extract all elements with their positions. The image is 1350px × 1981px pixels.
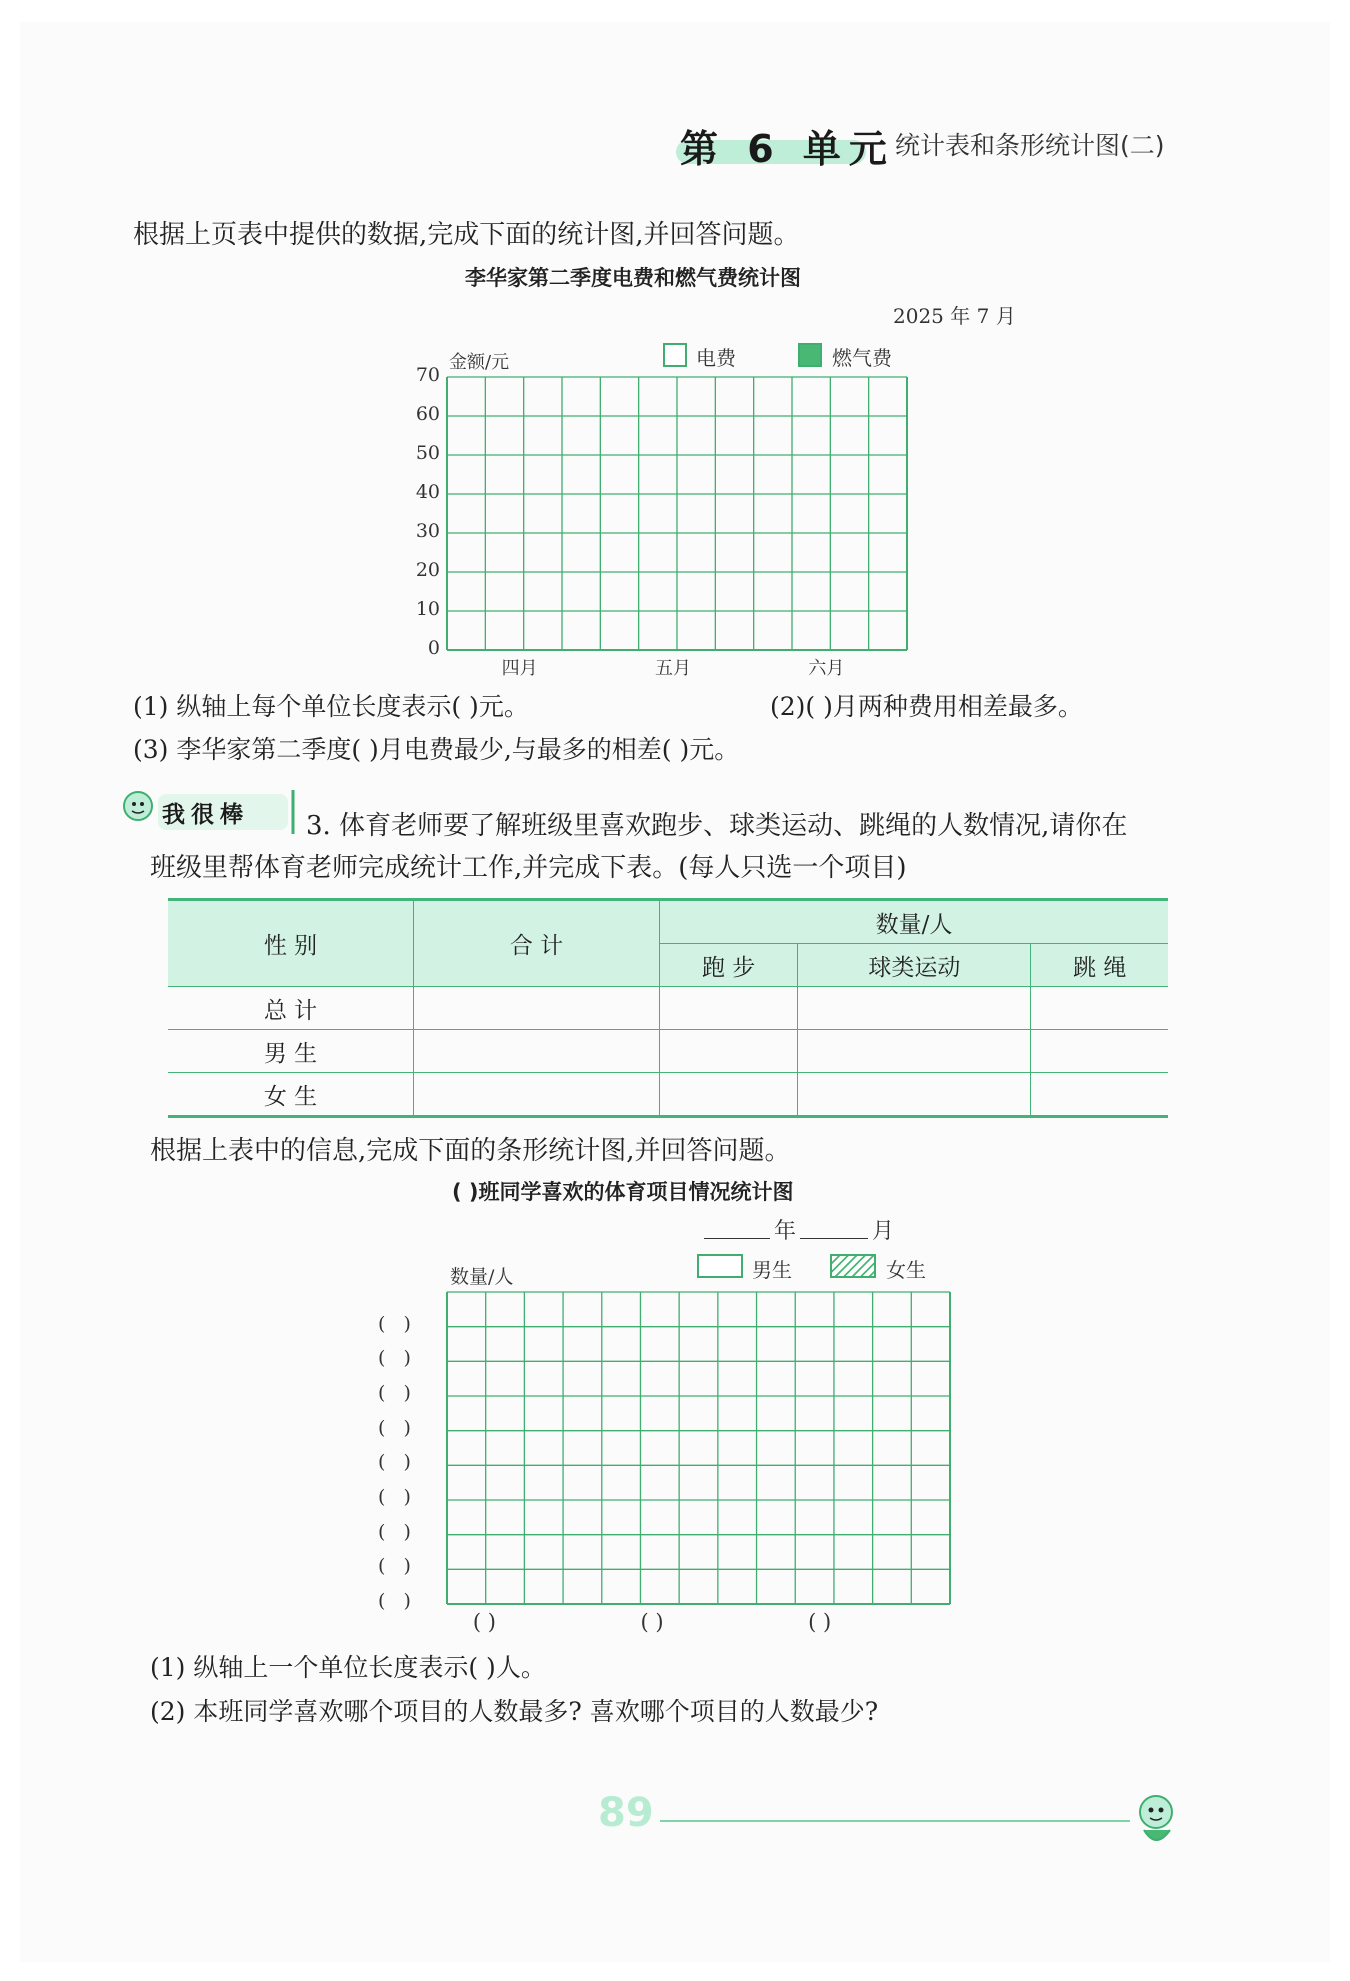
section1-intro: 根据上页表中提供的数据,完成下面的统计图,并回答问题。 xyxy=(133,220,800,250)
chart1-date: 2025 年 7 月 xyxy=(893,304,1016,328)
section2-intro: 根据上表中的信息,完成下面的条形统计图,并回答问题。 xyxy=(150,1136,791,1166)
date-month-label: 月 xyxy=(872,1219,895,1244)
chart1-y-tick: 60 xyxy=(415,403,440,425)
chart2-title: ( )班同学喜欢的体育项目情况统计图 xyxy=(452,1180,794,1204)
year-blank[interactable] xyxy=(704,1238,770,1239)
table-cell[interactable] xyxy=(798,1030,1031,1073)
mascot-icon xyxy=(124,792,152,820)
chart1-x-tick: 五月 xyxy=(655,658,691,679)
row-label-girls: 女 生 xyxy=(168,1073,414,1117)
chart2-y-tick-blank: ( ) xyxy=(378,1451,417,1474)
legend-boys-swatch xyxy=(697,1254,743,1278)
chart2-x-tick-blank: ( ) xyxy=(808,1610,832,1634)
header-jump-rope: 跳 绳 xyxy=(1031,944,1168,987)
legend-girls-swatch xyxy=(830,1254,876,1278)
chart1-x-tick: 六月 xyxy=(808,658,845,679)
section2-question-2: (2) 本班同学喜欢哪个项目的人数最多? 喜欢哪个项目的人数最少? xyxy=(150,1697,879,1726)
chart2-x-tick-blank: ( ) xyxy=(472,1610,496,1634)
footer-divider xyxy=(660,1820,1130,1822)
section1-question-3: (3) 李华家第二季度( )月电费最少,与最多的相差( )元。 xyxy=(133,735,740,764)
header-count: 数量/人 xyxy=(660,900,1169,944)
section2-question-1: (1) 纵轴上一个单位长度表示( )人。 xyxy=(150,1653,546,1682)
chart2-y-tick-blank: ( ) xyxy=(378,1590,417,1612)
chart1-y-tick: 30 xyxy=(415,520,440,542)
table-cell[interactable] xyxy=(660,1030,798,1073)
chart2-y-tick-blank: ( ) xyxy=(378,1520,417,1543)
chart2-y-label: 数量/人 xyxy=(450,1266,514,1288)
unit-subtitle: 统计表和条形统计图(二) xyxy=(895,131,1165,160)
row-label-boys: 男 生 xyxy=(168,1030,414,1073)
table-cell[interactable] xyxy=(1031,1073,1168,1117)
legend-gas-label: 燃气费 xyxy=(832,346,892,370)
chart1-title: 李华家第二季度电费和燃气费统计图 xyxy=(465,266,801,290)
header-gender: 性 别 xyxy=(168,900,414,987)
table-cell[interactable] xyxy=(660,1073,798,1117)
legend-electricity-label: 电费 xyxy=(696,346,736,370)
chart2-y-tick-blank: ( ) xyxy=(378,1416,417,1439)
chart1-y-tick: 50 xyxy=(415,442,440,464)
chart1-y-tick: 0 xyxy=(427,637,440,659)
unit-title: 第 6 单元 xyxy=(680,127,895,171)
chart1-y-label: 金额/元 xyxy=(449,352,510,373)
chart1-x-tick: 四月 xyxy=(501,658,538,679)
problem-3-line2: 班级里帮体育老师完成统计工作,并完成下表。(每人只选一个项目) xyxy=(150,853,907,883)
row-label-total: 总 计 xyxy=(168,987,414,1030)
table-cell[interactable] xyxy=(660,987,798,1030)
problem-3-line1: 3. 体育老师要了解班级里喜欢跑步、球类运动、跳绳的人数情况,请你在 xyxy=(306,811,1128,841)
chart1-y-tick: 20 xyxy=(415,559,440,581)
chart2-y-tick-blank: ( ) xyxy=(378,1486,417,1508)
chart1-y-tick: 40 xyxy=(415,481,440,503)
date-year-label: 年 xyxy=(774,1219,797,1244)
header-ball-sports: 球类运动 xyxy=(798,944,1031,987)
chart1-y-tick: 70 xyxy=(415,364,440,386)
chart2-y-tick-blank: ( ) xyxy=(378,1555,417,1578)
chart1-grid xyxy=(447,377,907,650)
legend-girls-label: 女生 xyxy=(886,1258,926,1282)
table-cell[interactable] xyxy=(414,1073,660,1117)
table-cell[interactable] xyxy=(798,1073,1031,1117)
table-cell[interactable] xyxy=(1031,987,1168,1030)
chart2-y-tick-blank: ( ) xyxy=(378,1312,417,1335)
chart1-y-tick: 10 xyxy=(415,598,440,620)
mascot-footer-icon xyxy=(1128,1790,1188,1856)
table-cell[interactable] xyxy=(414,987,660,1030)
table-cell[interactable] xyxy=(1031,1030,1168,1073)
month-blank[interactable] xyxy=(800,1238,868,1239)
section1-question-1: (1) 纵轴上每个单位长度表示( )元。 xyxy=(133,692,529,721)
badge-label: 我很棒 xyxy=(162,802,249,828)
legend-boys-label: 男生 xyxy=(752,1258,792,1282)
sports-table xyxy=(168,898,1168,1118)
chart2-grid xyxy=(447,1292,950,1604)
chart2-y-tick-blank: ( ) xyxy=(378,1382,417,1404)
header-total: 合 计 xyxy=(414,900,660,987)
chart2-x-tick-blank: ( ) xyxy=(640,1610,664,1634)
table-cell[interactable] xyxy=(798,987,1031,1030)
page-number: 89 xyxy=(598,1790,654,1836)
table-cell[interactable] xyxy=(414,1030,660,1073)
header-running: 跑 步 xyxy=(660,944,798,987)
section1-question-2: (2)( )月两种费用相差最多。 xyxy=(770,692,1083,721)
chart2-y-tick-blank: ( ) xyxy=(378,1347,417,1370)
